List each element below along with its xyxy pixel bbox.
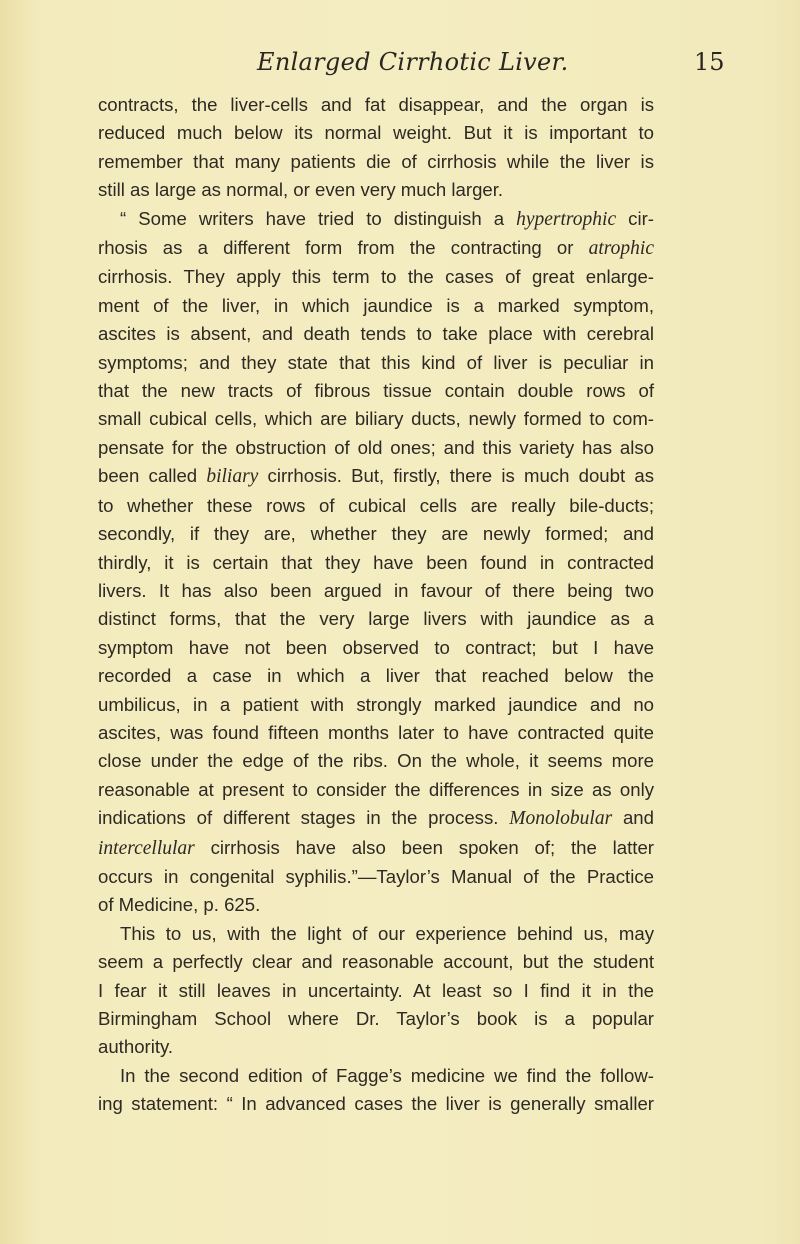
text-line: small cubical cells, which are biliary ducts, newly formed to com- <box>98 408 654 430</box>
text-line: ascites is absent, and death tends to take place with cerebral <box>98 323 654 345</box>
text-run: cir- <box>616 207 654 229</box>
running-title: Enlarged Cirrhotic Liver. <box>257 48 569 76</box>
text-line <box>98 234 654 263</box>
text-line: symptom have not been observed to contract; but I have <box>98 636 654 658</box>
body-text <box>98 91 654 1119</box>
italic-term: atrophic <box>588 238 654 260</box>
text-line: authority. <box>98 1036 174 1058</box>
text-line: reasonable at present to consider the differences in size as only <box>98 778 654 800</box>
italic-term: Monolobular <box>509 808 613 830</box>
text-line: This to us, with the light of our experience behind us, may <box>120 922 654 944</box>
text-line: thirdly, it is certain that they have been found in contracted <box>98 551 654 573</box>
text-line: still as large as normal, or even very much larger. <box>98 179 504 201</box>
text-run: cirrhosis. But, firstly, there is much doubt as <box>258 465 654 487</box>
text-line: close under the edge of the ribs. On the whole, it seems more <box>98 750 654 772</box>
text-run: cirrhosis have also been spoken of; the latter <box>194 836 654 858</box>
text-run: rhosis as a different form from the contracting or <box>98 237 589 259</box>
text-line <box>98 462 654 491</box>
text-line: distinct forms, that the very large livers with jaundice as a <box>98 608 654 630</box>
text-run: “ Some writers have tried to distinguish a <box>120 207 517 229</box>
text-line: ascites, was found fifteen months later to have contracted quite <box>98 721 654 743</box>
text-line: to whether these rows of cubical cells are really bile-ducts; <box>98 494 654 516</box>
text-line: reduced much below its normal weight. But it is important to <box>98 122 654 144</box>
text-line <box>98 804 654 833</box>
italic-term: hypertrophic <box>516 208 617 230</box>
text-line: livers. It has also been argued in favour of there being two <box>98 579 654 601</box>
text-line: ing statement: “ In advanced cases the liver is generally smaller <box>98 1093 654 1115</box>
text-line: symptoms; and they state that this kind of liver is peculiar in <box>98 351 654 373</box>
italic-term: biliary <box>206 466 259 488</box>
text-line: pensate for the obstruction of old ones; and this variety has also <box>98 436 654 458</box>
text-line: In the second edition of Fagge’s medicine we find the follow- <box>120 1064 654 1086</box>
text-line: occurs in congenital syphilis.”—Taylor’s Manual of the Practice <box>98 865 654 887</box>
text-line: seem a perfectly clear and reasonable account, but the student <box>98 951 654 973</box>
text-line: secondly, if they are, whether they are newly formed; and <box>98 523 654 545</box>
text-line: recorded a case in which a liver that reached below the <box>98 665 654 687</box>
text-run: indications of different stages in the process. <box>98 807 510 829</box>
text-run: and <box>612 807 654 829</box>
text-line: contracts, the liver-cells and fat disappear, and the organ is <box>98 94 654 115</box>
text-line: cirrhosis. They apply this term to the cases of great enlarge- <box>98 266 654 288</box>
text-line: ment of the liver, in which jaundice is a marked symptom, <box>98 294 654 316</box>
page-number: 15 <box>694 48 725 76</box>
text-line: remember that many patients die of cirrhosis while the liver is <box>98 150 654 172</box>
text-line: that the new tracts of fibrous tissue contain double rows of <box>98 380 654 402</box>
text-line: I fear it still leaves in uncertainty. At least so I find it in the <box>98 979 654 1001</box>
text-line: of Medicine, p. 625. <box>98 894 261 916</box>
running-head <box>0 48 800 88</box>
text-line: Birmingham School where Dr. Taylor’s book is a popular <box>98 1008 654 1029</box>
text-line <box>98 834 654 863</box>
text-line <box>98 205 654 234</box>
text-line: umbilicus, in a patient with strongly marked jaundice and no <box>98 693 654 715</box>
italic-term: intercellular <box>98 837 195 859</box>
text-run: been called <box>98 465 207 487</box>
